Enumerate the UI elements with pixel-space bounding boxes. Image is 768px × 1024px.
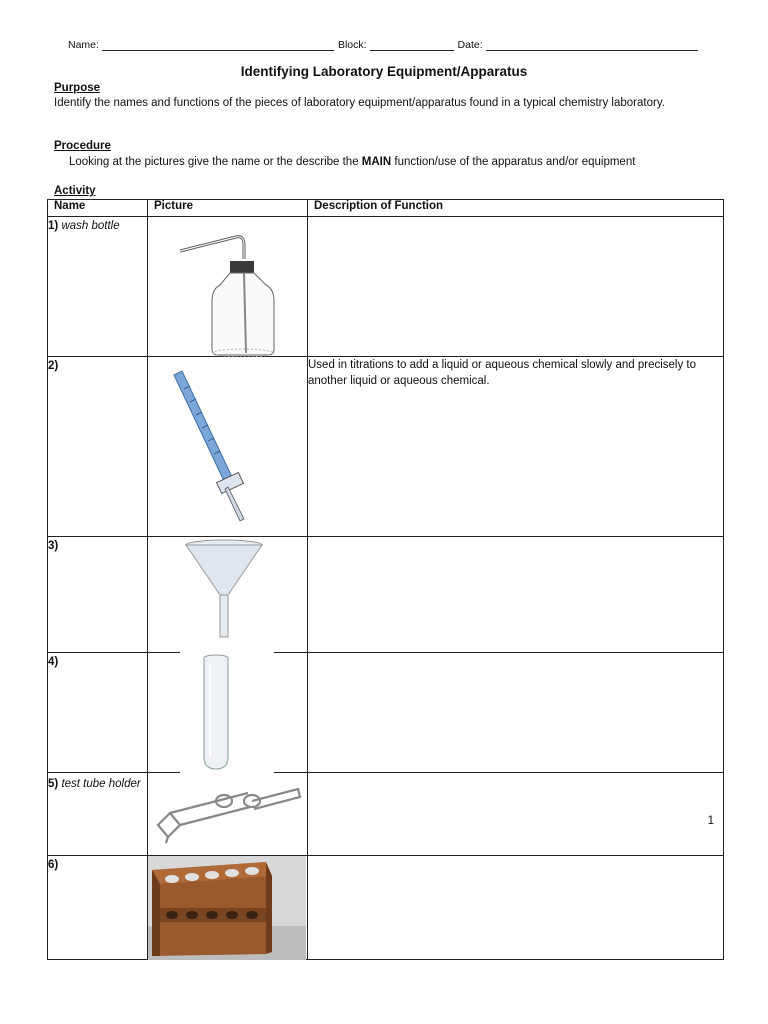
- name-cell[interactable]: 2): [48, 357, 148, 537]
- worksheet-title: Identifying Laboratory Equipment/Apparatus: [240, 64, 528, 79]
- name-label: Name:: [68, 39, 99, 51]
- procedure-text: Looking at the pictures give the name or the describe the MAIN function/use of the apparatus and/or equipment: [69, 156, 636, 168]
- table-row: [48, 537, 724, 653]
- test-tube-image: [148, 653, 308, 773]
- date-label: Date:: [457, 39, 483, 51]
- wash-bottle-image: [148, 217, 308, 357]
- description-cell[interactable]: [308, 653, 724, 773]
- picture-cell: [148, 217, 308, 357]
- description-cell[interactable]: [308, 773, 724, 856]
- column-header-description: Description of Function: [308, 200, 724, 217]
- procedure-heading: Procedure: [54, 140, 111, 152]
- funnel-image: [148, 537, 308, 653]
- test-tube-holder-image: [148, 773, 308, 856]
- name-cell[interactable]: 5) test tube holder: [48, 773, 148, 856]
- name-cell[interactable]: 3): [48, 537, 148, 653]
- table-row: [48, 217, 724, 357]
- table-row: [48, 357, 724, 537]
- picture-cell: [148, 357, 308, 537]
- description-cell[interactable]: [308, 217, 724, 357]
- name-cell[interactable]: 4): [48, 653, 148, 773]
- block-blank[interactable]: [370, 39, 454, 51]
- picture-cell: [148, 856, 308, 960]
- column-header-picture: Picture: [148, 200, 308, 217]
- table-row: [48, 773, 724, 856]
- activity-heading: Activity: [54, 185, 96, 197]
- column-header-name: Name: [48, 200, 148, 217]
- purpose-heading: Purpose: [54, 82, 101, 94]
- picture-cell: [148, 773, 308, 856]
- block-label: Block:: [337, 39, 367, 51]
- description-cell[interactable]: [308, 856, 724, 960]
- picture-cell: [148, 653, 308, 773]
- table-row: [48, 856, 724, 960]
- name-blank[interactable]: [102, 39, 334, 51]
- equipment-table: [47, 199, 724, 960]
- student-info-line: [68, 39, 706, 51]
- description-cell[interactable]: Used in titrations to add a liquid or aqueous chemical slowly and precisely to another liquid or aqueous chemical.: [308, 357, 724, 537]
- date-blank[interactable]: [486, 39, 698, 51]
- purpose-text: Identify the names and functions of the pieces of laboratory equipment/apparatus found in a typical chemistry laboratory.: [54, 97, 665, 109]
- procedure-emphasis: MAIN: [361, 156, 392, 168]
- name-cell[interactable]: 1) wash bottle: [48, 217, 148, 357]
- table-row: [48, 653, 724, 773]
- name-cell[interactable]: 6): [48, 856, 148, 960]
- table-header-row: [48, 200, 724, 217]
- burette-image: [148, 357, 308, 537]
- picture-cell: [148, 537, 308, 653]
- test-tube-rack-image: [148, 856, 308, 960]
- page-number: 1: [707, 815, 714, 827]
- description-cell[interactable]: [308, 537, 724, 653]
